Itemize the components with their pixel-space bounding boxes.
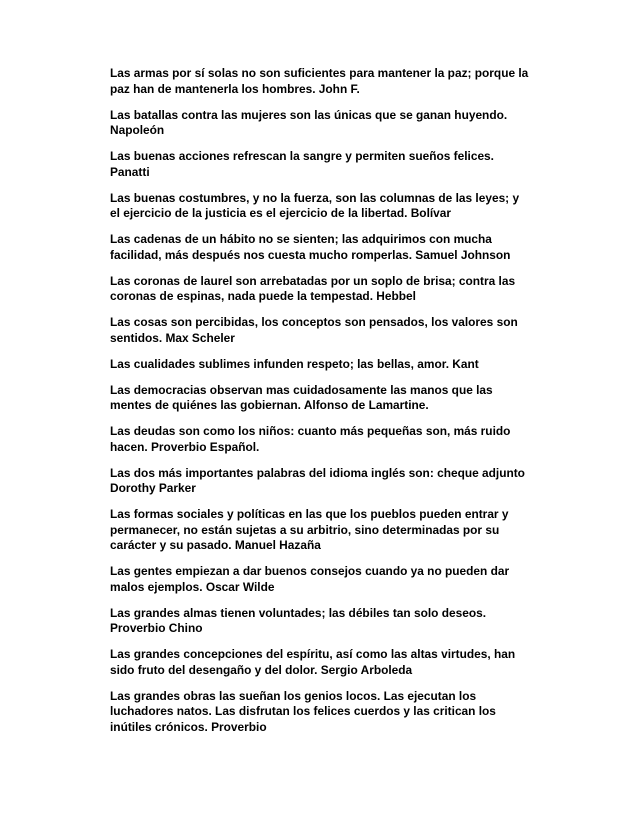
- quote-paragraph: Las buenas costumbres, y no la fuerza, son las columnas de las leyes; y el ejercicio de la justicia es el ejercicio de la libertad. Bolívar: [110, 190, 520, 220]
- quote-paragraph: Las formas sociales y políticas en las que los pueblos pueden entrar y permanecer, no están sujetas a su arbitrio, sino determinadas por su carácter y su pasado. Manuel Hazaña: [110, 507, 509, 552]
- quote-paragraph: Las grandes almas tienen voluntades; las débiles tan solo deseos. Proverbio Chino: [110, 605, 487, 635]
- quote-paragraph: Las buenas acciones refrescan la sangre y permiten sueños felices. Panatti: [110, 149, 494, 179]
- quote-paragraph: Las coronas de laurel son arrebatadas por un soplo de brisa; contra las coronas de espinas, nada puede la tempestad. Hebbel: [110, 273, 516, 303]
- quote-paragraph: Las armas por sí solas no son suficientes para mantener la paz; porque la paz han de mantenerla los hombres. John F.: [110, 66, 529, 96]
- quote-paragraph: Las grandes concepciones del espíritu, así como las altas virtudes, han sido fruto del desengaño y del dolor. Sergio Arboleda: [110, 647, 516, 677]
- quote-paragraph: Las grandes obras las sueñan los genios locos. Las ejecutan los luchadores natos. Las disfrutan los felices cuerdos y las critican los inútiles crónicos. Proverbio: [110, 688, 496, 734]
- quote-paragraph: Las gentes empiezan a dar buenos consejos cuando ya no pueden dar malos ejemplos. Oscar Wilde: [110, 564, 510, 594]
- quote-paragraph: Las cadenas de un hábito no se sienten; las adquirimos con mucha facilidad, más después nos cuesta mucho romperlas. Samuel Johnson: [110, 232, 511, 262]
- quote-paragraph: Las dos más importantes palabras del idioma inglés son: cheque adjunto Dorothy Parker: [110, 465, 525, 495]
- quote-paragraph: Las democracias observan mas cuidadosamente las manos que las mentes de quiénes las gobiernan. Alfonso de Lamartine.: [110, 382, 493, 412]
- quote-paragraph: Las cosas son percibidas, los conceptos son pensados, los valores son sentidos. Max Scheler: [110, 315, 518, 345]
- quote-paragraph: Las deudas son como los niños: cuanto más pequeñas son, más ruido hacen. Proverbio Español.: [110, 424, 511, 454]
- quote-paragraph: Las batallas contra las mujeres son las únicas que se ganan huyendo. Napoleón: [110, 107, 508, 137]
- quote-paragraph: Las cualidades sublimes infunden respeto; las bellas, amor. Kant: [110, 356, 479, 371]
- quote-list: [110, 66, 535, 746]
